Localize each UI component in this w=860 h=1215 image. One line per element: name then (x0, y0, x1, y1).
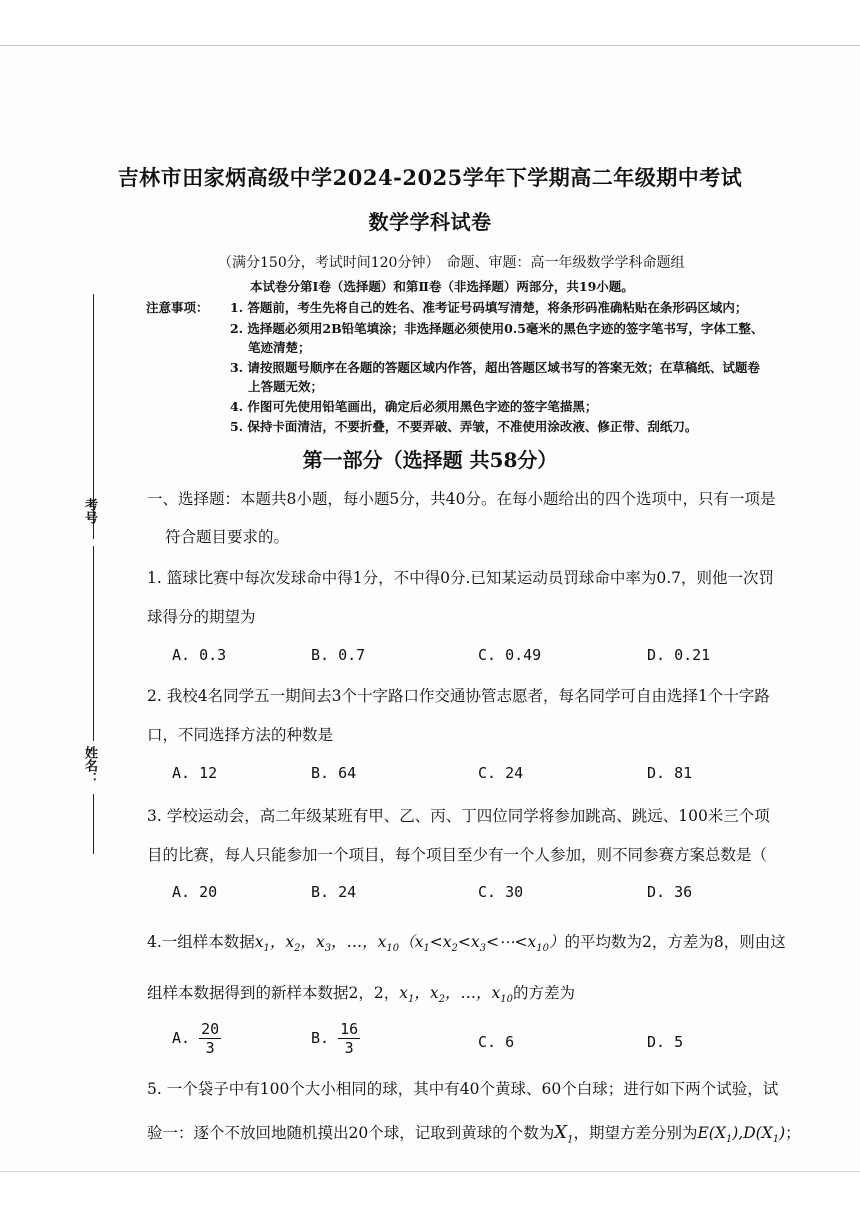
name-line-lower (93, 794, 94, 854)
name-label: 姓名： (82, 746, 97, 785)
name-line-upper (93, 546, 94, 741)
q4-option-b-numerator: 16 (340, 1020, 359, 1038)
structure-note: 本试卷分第Ⅰ卷（选择题）和第Ⅱ卷（非选择题）两部分，共19小题。 (250, 279, 634, 294)
q1-line2: 球得分的期望为 (147, 608, 256, 626)
exam-title: 吉林市田家炳高级中学2024-2025学年下学期高二年级期中考试 (117, 165, 743, 190)
q4-option-a-fraction (199, 1020, 221, 1057)
q4-option-a-denominator: 3 (205, 1039, 215, 1057)
q2-option-d: D. 81 (647, 764, 693, 782)
q5-line2: 验一：逐个不放回地随机摸出20个球，记取到黄球的个数为$X_1$，期望方差分别为$E(X_1),D(X_1)$； (147, 1122, 801, 1146)
q4-option-a (172, 1020, 221, 1057)
q5-line2-tail: ，期望方差分别为 (573, 1124, 698, 1142)
q4-option-b-denominator: 3 (344, 1039, 354, 1057)
q3-option-c: C. 30 (478, 883, 524, 901)
q1-option-d: D. 0.21 (647, 646, 711, 664)
q5-variable-x1: $X_1$ (554, 1122, 574, 1146)
q3-option-b: B. 24 (311, 883, 357, 901)
q1-line1: 1. 篮球比赛中每次发球命中得1分，不中得0分.已知某运动员罚球命中率为0.7，则他一次罚 (147, 569, 775, 587)
q4-data-list: $x_1$，$x_2$，$x_3$，…，$x_{10}(x_1<x_2<x_3<\cdots<x_{10})$ (254, 933, 565, 955)
q5-line1: 5. 一个袋子中有100个大小相同的球，其中有40个黄球、60个白球；进行如下两个试验，试 (147, 1080, 779, 1098)
q4-option-b (311, 1020, 360, 1057)
q4-option-b-label: B. (311, 1029, 330, 1047)
notice-1: 1. 答题前，考生先将自己的姓名、准考证号码填写清楚，将条形码准确粘贴在条形码区域内； (230, 300, 748, 315)
notice-4: 4. 作图可先使用铅笔画出，确定后必须用黑色字迹的签字笔描黑； (230, 399, 598, 414)
q5-expectation-variance: $E(X_1),D(X_1)$ (697, 1124, 786, 1146)
exam-no-label: 考号 (82, 498, 97, 524)
notice-label: 注意事项： (146, 300, 209, 315)
q3-line1: 3. 学校运动会，高二年级某班有甲、乙、丙、丁四位同学将参加跳高、跳远、100米三个项 (147, 807, 770, 825)
q5-line2-start: 验一：逐个不放回地随机摸出20个球，记取到黄球的个数为 (147, 1124, 555, 1142)
q4-line1-end: 的平均数为2，方差为8，则由这 (564, 933, 786, 951)
exam-subtitle: 数学学科试卷 (368, 210, 492, 234)
q4-option-b-fraction (338, 1020, 360, 1057)
notice-2: 2. 选择题必须用2B铅笔填涂；非选择题必须使用0.5毫米的黑色字迹的签字笔书写，字体工整、 (230, 321, 764, 336)
q2-option-a: A. 12 (172, 764, 218, 782)
exam-sheet (0, 45, 860, 1172)
notice-5: 5. 保持卡面清洁，不要折叠，不要弄破、弄皱，不准使用涂改液、修正带、刮纸刀。 (230, 419, 698, 434)
exam-info: （满分150分，考试时间120分钟） 命题、审题：高一年级数学学科命题组 (218, 255, 685, 271)
q3-option-d: D. 36 (647, 883, 693, 901)
q1-option-a: A. 0.3 (172, 646, 227, 664)
q4-option-a-label: A. (172, 1029, 191, 1047)
q1-option-c: C. 0.49 (478, 646, 542, 664)
notice-2-cont: 笔迹清楚； (248, 340, 311, 355)
q4-line1 (147, 930, 786, 954)
section-intro-line2: 符合题目要求的。 (165, 528, 290, 546)
q1-option-b: B. 0.7 (311, 646, 366, 664)
q4-line2 (147, 981, 575, 1005)
q4-option-c: C. 6 (478, 1033, 515, 1051)
q3-line2: 目的比赛，每人只能参加一个项目，每个项目至少有一个人参加，则不同参赛方案总数是（ (147, 846, 768, 864)
q4-line2-end: 的方差为 (512, 984, 575, 1002)
q4-line2-start: 组样本数据得到的新样本数据2，2， (147, 984, 400, 1002)
q2-line1: 2. 我校4名同学五一期间去3个十字路口作交通协管志愿者，每名同学可自由选择1个十字路 (147, 687, 770, 705)
q2-option-c: C. 24 (478, 764, 524, 782)
part-title: 第一部分（选择题 共58分） (302, 448, 558, 472)
q2-line2: 口，不同选择方法的种数是 (147, 726, 334, 744)
q4-option-a-numerator: 20 (201, 1020, 220, 1038)
notice-3: 3. 请按照题号顺序在各题的答题区域内作答，超出答题区域书写的答案无效；在草稿纸、试题卷 (230, 360, 760, 375)
notice-3-cont: 上答题无效； (248, 379, 324, 394)
q3-option-a: A. 20 (172, 883, 218, 901)
q4-option-d: D. 5 (647, 1033, 684, 1051)
section-intro-line1: 一、选择题：本题共8小题，每小题5分，共40分。在每小题给出的四个选项中，只有一项是 (147, 490, 776, 508)
q4-line1-start: 4.一组样本数据 (147, 933, 255, 951)
q2-option-b: B. 64 (311, 764, 357, 782)
q4-new-data-list: $x_1$，$x_2$，…，$x_{10}$ (399, 984, 513, 1006)
